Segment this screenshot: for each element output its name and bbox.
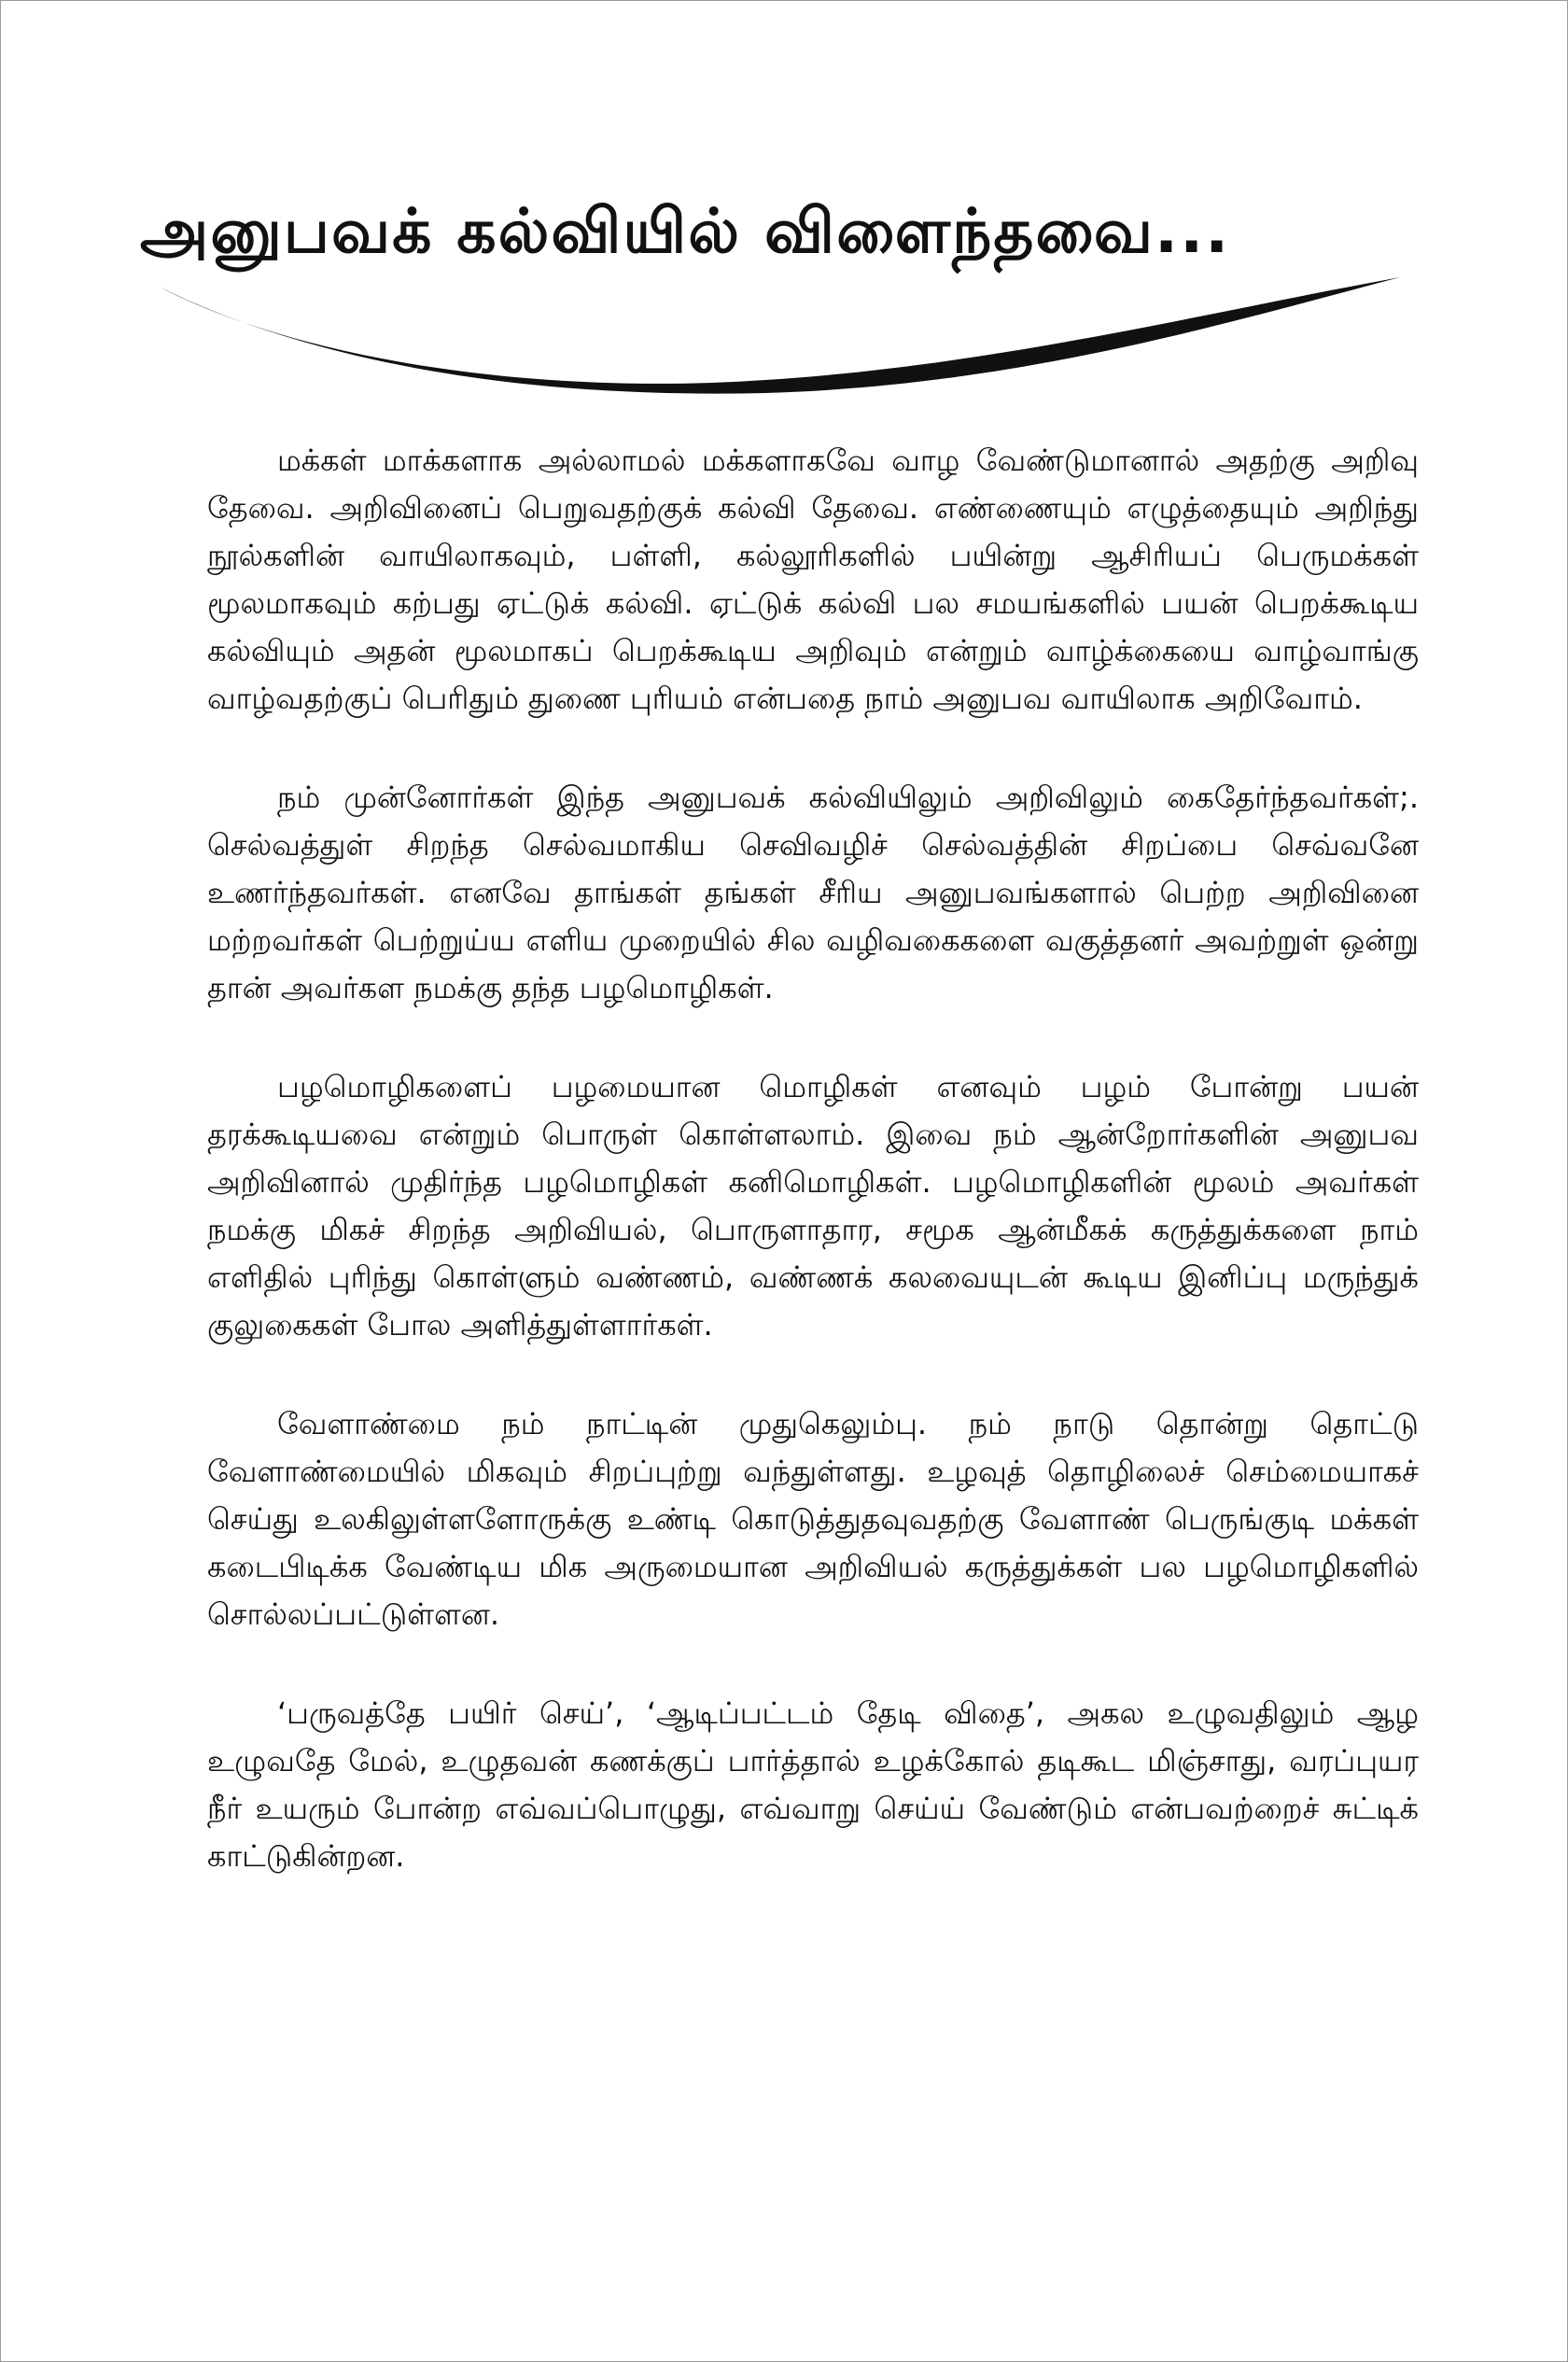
paragraph-3: பழமொழிகளைப் பழமையான மொழிகள் எனவும் பழம் போன்று பயன் தரக்கூடியவை என்றும் பொருள் கொள்ளலாம். இவை நம் ஆன்றோர்களின் அனுபவ அறிவினால் முதிர்ந்த பழமொழிகள் கனிமொழிகள். பழமொழிகளின் மூலம் அவர்கள் நமக்கு மிகச் சிறந்த அறிவியல், பொருளாதார, சமூக ஆன்மீகக் கருத்துக்களை நாம் எளிதில் புரிந்து கொள்ளும் வண்ணம், வண்ணக் கலவையுடன் கூடிய இனிப்பு மருந்துக் குலுகைகள் போல அளித்துள்ளார்கள்.: [207, 1069, 1419, 1343]
paragraph-2: நம் முன்னோர்கள் இந்த அனுபவக் கல்வியிலும் அறிவிலும் கைதேர்ந்தவர்கள்;. செல்வத்துள் சிறந்த செல்வமாகிய செவிவழிச் செல்வத்தின் சிறப்பை செவ்வனே உணர்ந்தவர்கள். எனவே தாங்கள் தங்கள் சீரிய அனுபவங்களால் பெற்ற அறிவினை மற்றவர்கள் பெற்றுய்ய எளிய முறையில் சில வழிவகைகளை வகுத்தனர் அவற்றுள் ஒன்று தான் அவர்கள நமக்கு தந்த பழமொழிகள்.: [207, 780, 1419, 1005]
paragraph-1: மக்கள் மாக்களாக அல்லாமல் மக்களாகவே வாழ வேண்டுமானால் அதற்கு அறிவு தேவை. அறிவினைப் பெறுவதற்குக் கல்வி தேவை. எண்ணையும் எழுத்தையும் அறிந்து நூல்களின் வாயிலாகவும், பள்ளி, கல்லூரிகளில் பயின்று ஆசிரியப் பெருமக்கள் மூலமாகவும் கற்பது ஏட்டுக் கல்வி. ஏட்டுக் கல்வி பல சமயங்களில் பயன் பெறக்கூடிய கல்வியும் அதன் மூலமாகப் பெறக்கூடிய அறிவும் என்றும் வாழ்க்கையை வாழ்வாங்கு வாழ்வதற்குப் பெரிதும் துணை புரியம் என்பதை நாம் அனுபவ வாயிலாக அறிவோம்.: [207, 443, 1420, 716]
page-title: அனுபவக் கல்வியில் விளைந்தவை...: [140, 195, 1231, 267]
paragraph-4: வேளாண்மை நம் நாட்டின் முதுகெலும்பு. நம் நாடு தொன்று தொட்டு வேளாண்மையில் மிகவும் சிறப்புற்று வந்துள்ளது. உழவுத் தொழிலைச் செம்மையாகச் செய்து உலகிலுள்ளளோருக்கு உண்டி கொடுத்துதவுவதற்கு வேளாண் பெருங்குடி மக்கள் கடைபிடிக்க வேண்டிய மிக அருமையான அறிவியல் கருத்துக்கள் பல பழமொழிகளில் சொல்லப்பட்டுள்ளன.: [207, 1406, 1419, 1632]
decorative-swash: [159, 275, 1465, 415]
article-body: [207, 437, 1419, 1932]
paragraph-5: ‘பருவத்தே பயிர் செய்’, ‘ஆடிப்பட்டம் தேடி விதை’, அகல உழுவதிலும் ஆழ உழுவதே மேல், உழுதவன் கணக்குப் பார்த்தால் உழக்கோல் தடிகூட மிஞ்சாது, வரப்புயர நீர் உயரும் போன்ற எவ்வப்பொழுது, எவ்வாறு செய்ய் வேண்டும் என்பவற்றைச் சுட்டிக் காட்டுகின்றன.: [207, 1695, 1419, 1874]
